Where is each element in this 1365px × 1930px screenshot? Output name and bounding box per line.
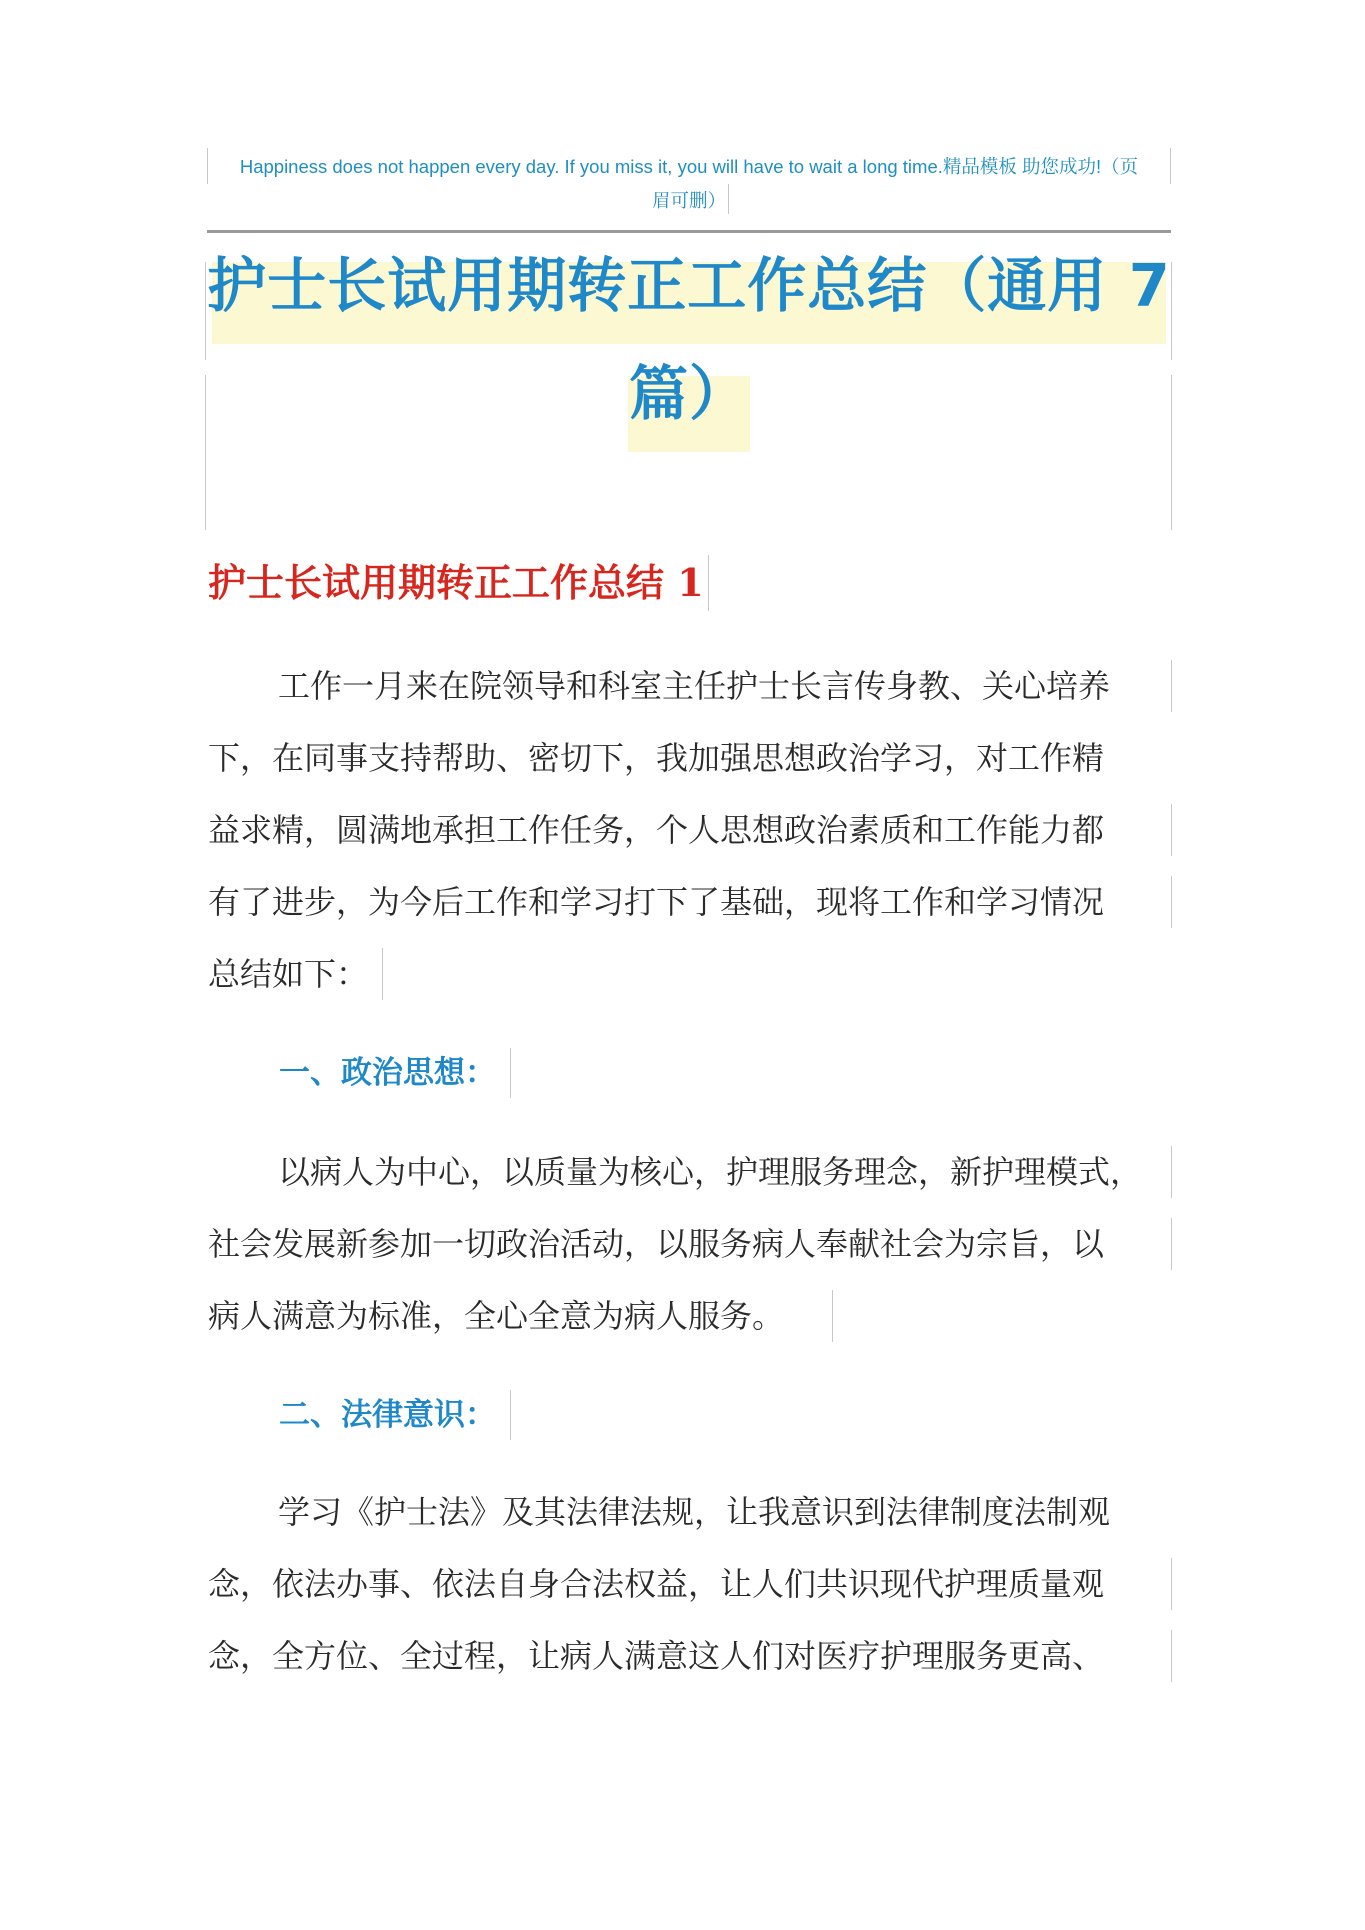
title-margin-marker-left-1 bbox=[205, 262, 206, 360]
header-line-2: 眉可删） bbox=[651, 190, 726, 211]
document-title bbox=[207, 232, 1171, 448]
paragraph-line: 学习《护士法》及其法律法规，让我意识到法律制度法制观 bbox=[278, 1493, 1111, 1531]
paragraph-line: 病人满意为标准，全心全意为病人服务。 bbox=[208, 1280, 1178, 1352]
paragraph-1 bbox=[208, 650, 1178, 1010]
page-header bbox=[207, 150, 1171, 218]
title-line-1: 护士长试用期转正工作总结（通用 7 bbox=[207, 251, 1171, 320]
title-margin-marker-right-1 bbox=[1171, 262, 1172, 360]
paragraph-line: 社会发展新参加一切政治活动，以服务病人奉献社会为宗旨，以 bbox=[208, 1208, 1178, 1280]
paragraph-line: 念，依法办事、依法自身合法权益，让人们共识现代护理质量观 bbox=[208, 1548, 1178, 1620]
paragraph-line: 工作一月来在院领导和科室主任护士长言传身教、关心培养 bbox=[208, 650, 1178, 722]
paragraph-line: 有了进步，为今后工作和学习打下了基础，现将工作和学习情况 bbox=[208, 866, 1178, 938]
paragraph-line: 总结如下： bbox=[208, 938, 1178, 1010]
paragraph-line: 下，在同事支持帮助、密切下，我加强思想政治学习，对工作精 bbox=[208, 739, 1105, 777]
subheading-legal: 二、法律意识： bbox=[279, 1390, 511, 1440]
subheading-political: 一、政治思想： bbox=[279, 1048, 511, 1098]
paragraph-line: 益求精，圆满地承担工作任务，个人思想政治素质和工作能力都 bbox=[208, 794, 1178, 866]
title-line-2: 篇） bbox=[628, 359, 749, 428]
paragraph-3 bbox=[208, 1476, 1178, 1692]
header-margin-marker-mid bbox=[728, 184, 729, 214]
paragraph-line: 以病人为中心，以质量为核心，护理服务理念，新护理模式， bbox=[208, 1136, 1178, 1208]
paragraph-2 bbox=[208, 1136, 1178, 1352]
header-line-1: Happiness does not happen every day. If you miss it, you will have to wait a long time.精品模板 助您成功!（页 bbox=[239, 156, 1139, 177]
title-margin-marker-right-2 bbox=[1171, 375, 1172, 530]
paragraph-line: 念，全方位、全过程，让病人满意这人们对医疗护理服务更高、 bbox=[208, 1620, 1178, 1692]
title-margin-marker-left-2 bbox=[205, 375, 206, 530]
section-title: 护士长试用期转正工作总结 1 bbox=[208, 555, 709, 611]
